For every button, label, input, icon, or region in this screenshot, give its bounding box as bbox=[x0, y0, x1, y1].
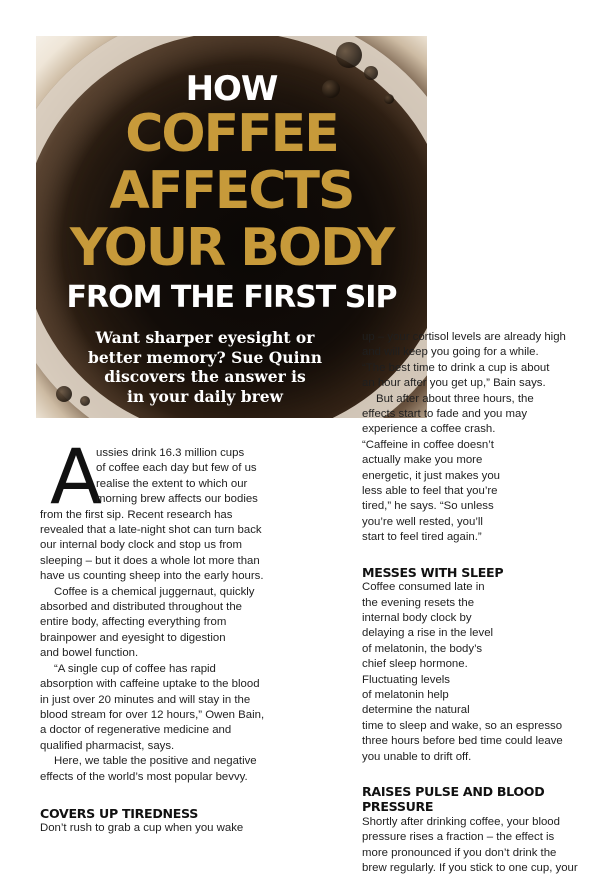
drop-cap: A bbox=[50, 432, 102, 521]
body-line: from the first sip. Recent research has bbox=[40, 508, 233, 521]
subhead-messes-with-sleep: MESSES WITH SLEEP bbox=[362, 564, 504, 580]
headline-your-body: YOUR BODY bbox=[69, 218, 394, 278]
standfirst-line: better memory? Sue Quinn bbox=[87, 347, 322, 367]
body-line: effects of the world’s most popular bevvy. bbox=[40, 770, 248, 783]
headline-from-the-first-sip: FROM THE FIRST SIP bbox=[66, 280, 397, 315]
body-line: time to sleep and wake, so an espresso bbox=[362, 719, 563, 732]
body-line: of coffee each day but few of us bbox=[96, 462, 257, 475]
body-line: ussies drink 16.3 million cups bbox=[96, 447, 245, 459]
body-line: energetic, it just makes you bbox=[362, 469, 501, 482]
subhead-covers-up-tiredness: COVERS UP TIREDNESS bbox=[40, 805, 199, 821]
body-line: and will keep you going for a while. bbox=[362, 346, 539, 359]
body-line: tired,” he says. “So unless bbox=[362, 500, 494, 513]
body-line: you’re well rested, you’ll bbox=[362, 515, 483, 528]
body-line: blood stream for over 12 hours,” Owen Bain, bbox=[40, 708, 265, 721]
body-line: entire body, affecting everything from bbox=[40, 616, 227, 629]
body-line: Shortly after drinking coffee, your blood bbox=[362, 815, 560, 828]
body-line: sleeping – but it does a whole lot more than bbox=[40, 554, 260, 567]
body-line: qualified pharmacist, says. bbox=[40, 739, 175, 752]
body-line: Coffee consumed late in bbox=[362, 581, 485, 594]
body-line: experience a coffee crash. bbox=[362, 423, 496, 436]
body-line: “A single cup of coffee has rapid bbox=[54, 662, 216, 675]
body-line: realise the extent to which our bbox=[96, 477, 248, 490]
body-line: Here, we table the positive and negative bbox=[54, 755, 257, 768]
body-line: three hours before bed time could leave bbox=[362, 735, 563, 748]
body-line: brainpower and eyesight to digestion bbox=[40, 631, 226, 644]
subhead-raises-pulse: RAISES PULSE AND BLOOD PRESSURE bbox=[362, 783, 545, 815]
headline-affects: AFFECTS bbox=[109, 161, 354, 221]
body-line: in just over 20 minutes and will stay in the bbox=[40, 693, 251, 706]
body-line: delaying a rise in the level bbox=[362, 627, 494, 640]
body-line: a doctor of regenerative medicine and bbox=[40, 724, 232, 737]
standfirst-line: Want sharper eyesight or bbox=[95, 328, 315, 347]
body-line: Fluctuating levels bbox=[362, 673, 451, 686]
body-line: and bowel function. bbox=[40, 647, 139, 660]
body-line: of melatonin help bbox=[362, 688, 449, 701]
body-line: “Caffeine in coffee doesn’t bbox=[362, 438, 494, 451]
body-line: Don’t rush to grab a cup when you wake bbox=[40, 822, 244, 835]
body-line: determine the natural bbox=[362, 704, 470, 717]
body-line: actually make you more bbox=[362, 454, 483, 467]
body-line: have us counting sheep into the early hours. bbox=[40, 570, 264, 583]
body-line: morning brew affects our bodies bbox=[96, 493, 258, 506]
body-line: you unable to drift off. bbox=[362, 750, 472, 763]
left-column bbox=[40, 432, 312, 837]
body-line: absorbed and distributed throughout the bbox=[40, 601, 243, 614]
body-line: brew regularly. If you stick to one cup, your bbox=[362, 862, 578, 874]
headline-how: HOW bbox=[185, 69, 278, 109]
standfirst-line: discovers the answer is bbox=[104, 367, 306, 386]
body-line: “The best time to drink a cup is about bbox=[362, 361, 550, 374]
standfirst-line: in your daily brew bbox=[127, 386, 283, 406]
standfirst bbox=[60, 328, 350, 406]
body-line: more pronounced if you don’t drink the bbox=[362, 846, 557, 859]
body-line: of melatonin, the body’s bbox=[362, 642, 483, 655]
body-line: pressure rises a fraction – the effect is bbox=[362, 831, 555, 844]
body-line: effects start to fade and you may bbox=[362, 408, 528, 421]
body-line: chief sleep hormone. bbox=[362, 658, 468, 671]
body-line: But after about three hours, the bbox=[376, 392, 534, 405]
body-line: up – your cortisol levels are already high bbox=[362, 331, 566, 343]
crema-bubble bbox=[336, 42, 362, 68]
body-line: absorption with caffeine uptake to the blood bbox=[40, 678, 260, 691]
headline-coffee: COFFEE bbox=[125, 104, 338, 164]
body-line: internal body clock by bbox=[362, 611, 472, 624]
body-line: an hour after you get up,” Bain says. bbox=[362, 377, 546, 390]
body-line: our internal body clock and stop us from bbox=[40, 539, 242, 552]
right-column bbox=[362, 330, 594, 876]
body-line: Coffee is a chemical juggernaut, quickly bbox=[54, 585, 255, 598]
body-line: the evening resets the bbox=[362, 596, 475, 609]
body-line: less able to feel that you’re bbox=[362, 485, 498, 498]
body-line: start to feel tired again.” bbox=[362, 531, 482, 544]
body-line: revealed that a late-night shot can turn back bbox=[40, 524, 262, 537]
